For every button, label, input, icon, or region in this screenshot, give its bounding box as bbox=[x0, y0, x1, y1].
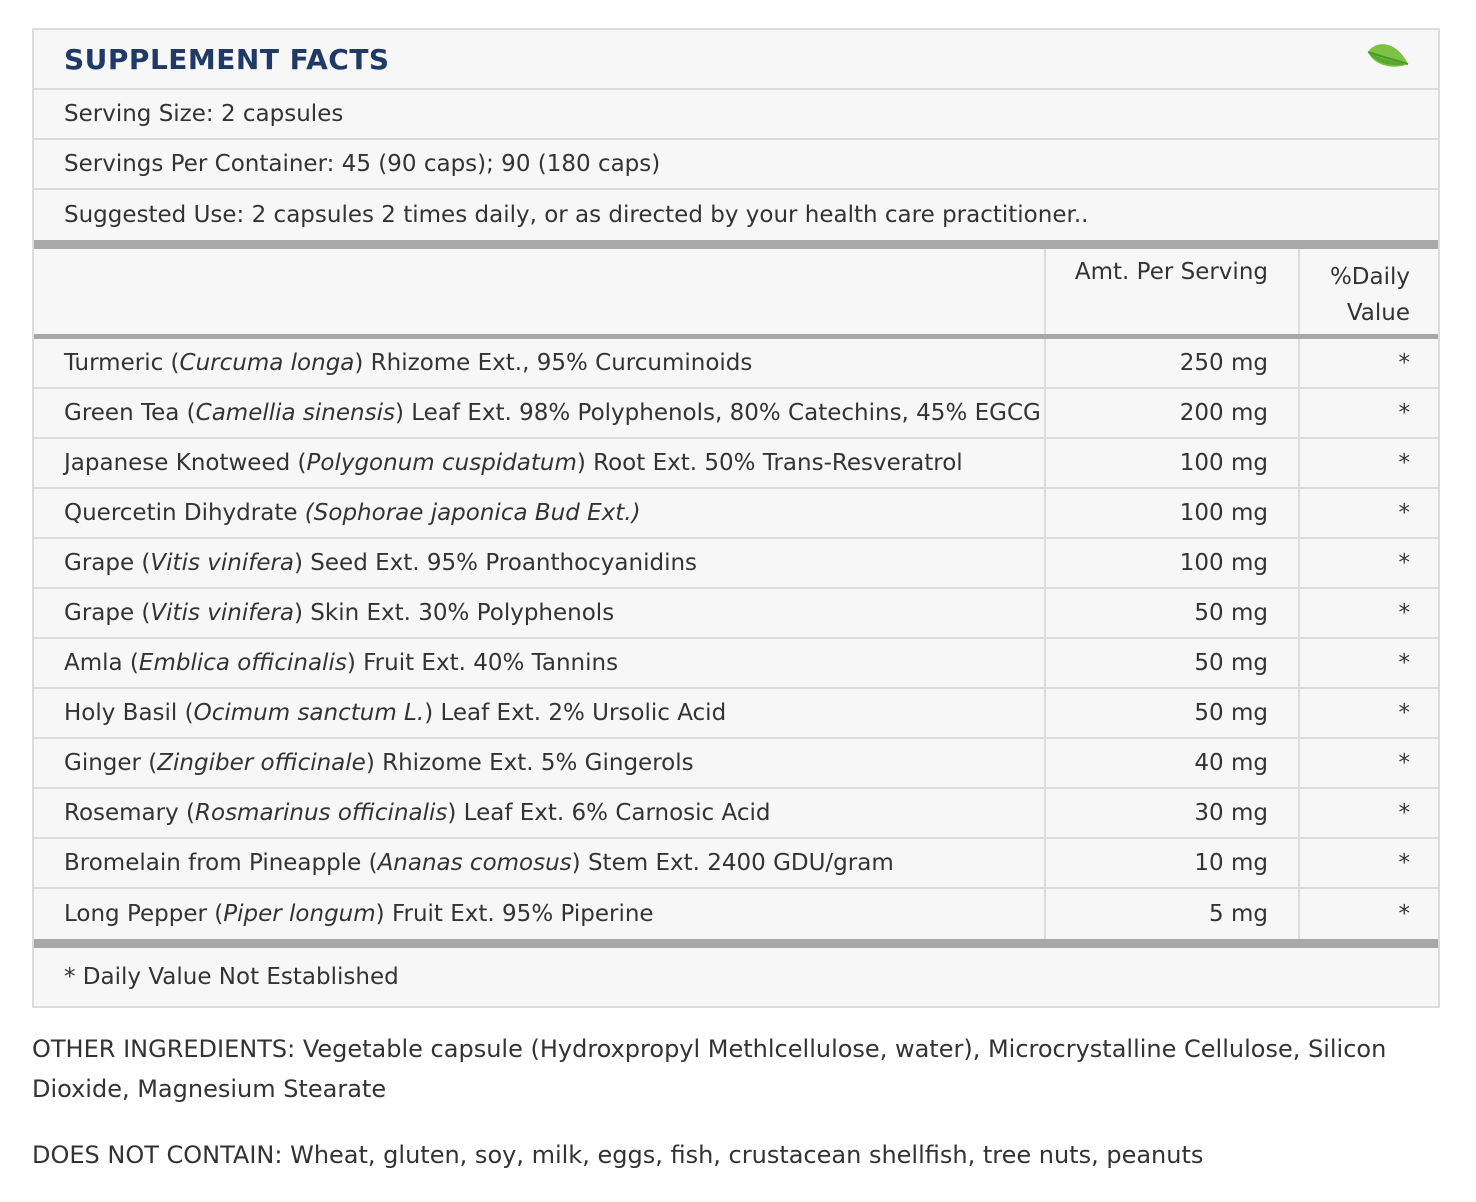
ingredient-amount: 250 mg bbox=[1044, 339, 1298, 387]
table-row bbox=[34, 339, 1438, 389]
amount-per-serving-header: Amt. Per Serving bbox=[1074, 259, 1268, 285]
daily-value-footnote: * Daily Value Not Established bbox=[64, 964, 399, 990]
ingredient-dv: * bbox=[1298, 839, 1438, 887]
ingredient-name: Turmeric (Curcuma longa) Rhizome Ext., 95% Curcuminoids bbox=[64, 350, 753, 376]
ingredient-amount: 40 mg bbox=[1044, 739, 1298, 787]
ingredient-amount: 50 mg bbox=[1044, 589, 1298, 637]
does-not-contain: DOES NOT CONTAIN: Wheat, gluten, soy, milk, eggs, fish, crustacean shellfish, tree nuts, peanuts bbox=[32, 1141, 1204, 1169]
table-row bbox=[34, 539, 1438, 589]
table-row bbox=[34, 439, 1438, 489]
ingredient-dv: * bbox=[1298, 339, 1438, 387]
daily-value-header-line2: Value bbox=[1346, 300, 1410, 326]
ingredient-name: Green Tea (Camellia sinensis) Leaf Ext. 98% Polyphenols, 80% Catechins, 45% EGCG bbox=[64, 400, 1041, 426]
header-dv-cell bbox=[1298, 249, 1438, 334]
serving-size-row bbox=[34, 90, 1438, 140]
ingredient-amount: 100 mg bbox=[1044, 489, 1298, 537]
leaf-icon bbox=[1366, 38, 1410, 72]
table-row bbox=[34, 639, 1438, 689]
ingredient-amount: 50 mg bbox=[1044, 689, 1298, 737]
ingredient-dv: * bbox=[1298, 489, 1438, 537]
ingredient-list bbox=[34, 339, 1438, 939]
servings-per-container-row bbox=[34, 140, 1438, 190]
ingredient-name: Holy Basil (Ocimum sanctum L.) Leaf Ext. 2% Ursolic Acid bbox=[64, 700, 727, 726]
ingredient-dv: * bbox=[1298, 789, 1438, 837]
ingredient-dv: * bbox=[1298, 589, 1438, 637]
ingredient-amount: 100 mg bbox=[1044, 539, 1298, 587]
ingredient-dv: * bbox=[1298, 739, 1438, 787]
divider-footer bbox=[34, 939, 1438, 948]
ingredient-dv: * bbox=[1298, 539, 1438, 587]
ingredient-name: Grape (Vitis vinifera) Skin Ext. 30% Polyphenols bbox=[64, 600, 615, 626]
ingredient-amount: 5 mg bbox=[1044, 889, 1298, 939]
suggested-use-row bbox=[34, 190, 1438, 240]
table-row bbox=[34, 389, 1438, 439]
ingredient-amount: 200 mg bbox=[1044, 389, 1298, 437]
header-amount-cell bbox=[1044, 249, 1298, 334]
ingredient-amount: 10 mg bbox=[1044, 839, 1298, 887]
ingredient-amount: 30 mg bbox=[1044, 789, 1298, 837]
daily-value-header-line1: %Daily bbox=[1329, 264, 1410, 290]
ingredient-amount: 100 mg bbox=[1044, 439, 1298, 487]
ingredient-name: Quercetin Dihydrate (Sophorae japonica Bud Ext.) bbox=[64, 500, 641, 526]
ingredient-name: Ginger (Zingiber officinale) Rhizome Ext. 5% Gingerols bbox=[64, 750, 694, 776]
table-row bbox=[34, 789, 1438, 839]
ingredient-name: Amla (Emblica officinalis) Fruit Ext. 40% Tannins bbox=[64, 650, 619, 676]
table-row bbox=[34, 689, 1438, 739]
ingredient-dv: * bbox=[1298, 389, 1438, 437]
ingredient-name: Grape (Vitis vinifera) Seed Ext. 95% Proanthocyanidins bbox=[64, 550, 698, 576]
ingredient-name: Rosemary (Rosmarinus officinalis) Leaf Ext. 6% Carnosic Acid bbox=[64, 800, 771, 826]
title-row bbox=[34, 30, 1438, 90]
table-row bbox=[34, 589, 1438, 639]
suggested-use: Suggested Use: 2 capsules 2 times daily, or as directed by your health care practitioner.. bbox=[64, 202, 1089, 228]
ingredient-dv: * bbox=[1298, 689, 1438, 737]
table-row bbox=[34, 839, 1438, 889]
serving-size: Serving Size: 2 capsules bbox=[64, 101, 344, 127]
ingredient-name: Long Pepper (Piper longum) Fruit Ext. 95% Piperine bbox=[64, 901, 654, 927]
supplement-facts-panel bbox=[32, 28, 1440, 1008]
ingredient-dv: * bbox=[1298, 439, 1438, 487]
table-row bbox=[34, 889, 1438, 939]
divider-thick bbox=[34, 240, 1438, 249]
table-header bbox=[34, 249, 1438, 334]
footnote-row bbox=[34, 948, 1438, 1006]
servings-per-container: Servings Per Container: 45 (90 caps); 90 (180 caps) bbox=[64, 151, 661, 177]
ingredient-dv: * bbox=[1298, 889, 1438, 939]
ingredient-dv: * bbox=[1298, 639, 1438, 687]
table-row bbox=[34, 739, 1438, 789]
ingredient-amount: 50 mg bbox=[1044, 639, 1298, 687]
other-ingredients: OTHER INGREDIENTS: Vegetable capsule (Hydroxpropyl Methlcellulose, water), Microcrystalline Cellulose, Silicon Dioxide, Magnesium Stearate bbox=[32, 1035, 1387, 1103]
ingredient-name: Bromelain from Pineapple (Ananas comosus) Stem Ext. 2400 GDU/gram bbox=[64, 850, 894, 876]
panel-title: SUPPLEMENT FACTS bbox=[64, 42, 390, 76]
ingredient-name: Japanese Knotweed (Polygonum cuspidatum) Root Ext. 50% Trans-Resveratrol bbox=[64, 450, 963, 476]
table-row bbox=[34, 489, 1438, 539]
